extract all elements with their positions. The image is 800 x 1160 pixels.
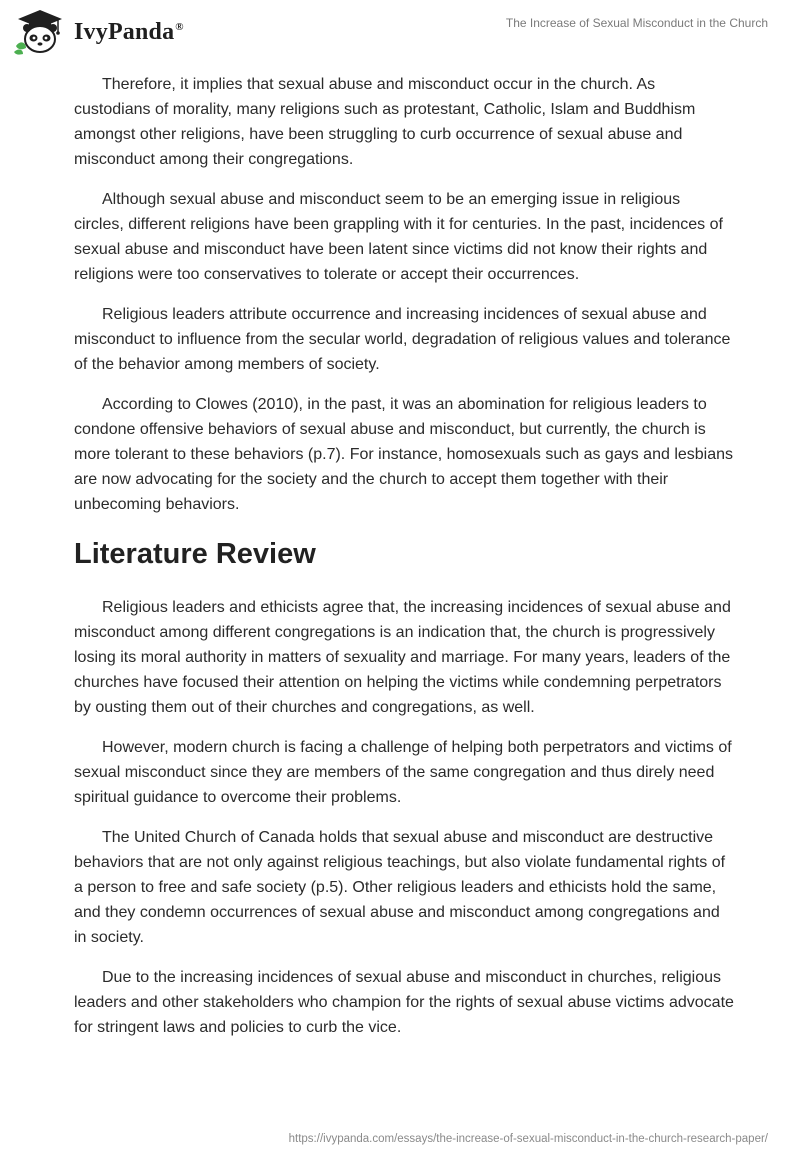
- document-title: The Increase of Sexual Misconduct in the Church: [505, 16, 768, 30]
- paragraph: Therefore, it implies that sexual abuse and misconduct occur in the church. As custodians of morality, many religions such as protestant, Catholic, Islam and Buddhism amongst other religions, have been struggling to curb occurrence of sexual abuse and misconduct among their congregations.: [74, 76, 696, 168]
- brand-name: [74, 19, 184, 46]
- paragraph: Religious leaders and ethicists agree that, the increasing incidences of sexual abuse and misconduct among different congregations is an indication that, the church is progressively losing its moral authority in matters of sexuality and marriage. For many years, leaders of the churches have focused their attention on helping the victims while condemning perpetrators by ousting them out of their churches and congregations, as well.: [74, 599, 731, 716]
- ivypanda-logo[interactable]: [12, 8, 184, 56]
- essay-body: [74, 72, 734, 1055]
- paragraph: According to Clowes (2010), in the past, it was an abomination for religious leaders to condone offensive behaviors of sexual abuse and misconduct, but currently, the church is more tolerant to these behaviors (p.7). For instance, homosexuals such as gays and lesbians are now advocating for the society and the church to accept them together with their unbecoming behaviors.: [74, 396, 734, 513]
- paragraph: Due to the increasing incidences of sexual abuse and misconduct in churches, religious leaders and other stakeholders who champion for the rights of sexual abuse victims advocate for stringent laws and policies to curb the vice.: [74, 969, 734, 1036]
- brand-text: IvyPanda: [74, 18, 175, 45]
- section-heading: Literature Review: [74, 538, 316, 570]
- paragraph: The United Church of Canada holds that sexual abuse and misconduct are destructive behaviors that are not only against religious teachings, but also violate fundamental rights of a person to free and safe society (p.5). Other religious leaders and ethicists hold the same, and they condemn occurrences of sexual abuse and misconduct among congregations and in society.: [74, 829, 726, 946]
- source-url-link[interactable]: https://ivypanda.com/essays/the-increase-of-sexual-misconduct-in-the-church-research-paper/: [288, 1133, 768, 1145]
- page-header: [0, 0, 800, 64]
- paragraph: However, modern church is facing a challenge of helping both perpetrators and victims of sexual misconduct since they are members of the same congregation and thus direly need spiritual guidance to overcome their problems.: [74, 739, 732, 806]
- registered-mark: ®: [175, 20, 184, 33]
- panda-graduate-logo-icon: [12, 8, 68, 56]
- paragraph: Although sexual abuse and misconduct seem to be an emerging issue in religious circles, different religions have been grappling with it for centuries. In the past, incidences of sexual abuse and misconduct have been latent since victims did not know their rights and religions were too conservatives to tolerate or accept their occurrences.: [74, 191, 723, 283]
- paragraph: Religious leaders attribute occurrence and increasing incidences of sexual abuse and misconduct to influence from the secular world, degradation of religious values and tolerance of the behavior among members of society.: [74, 306, 731, 373]
